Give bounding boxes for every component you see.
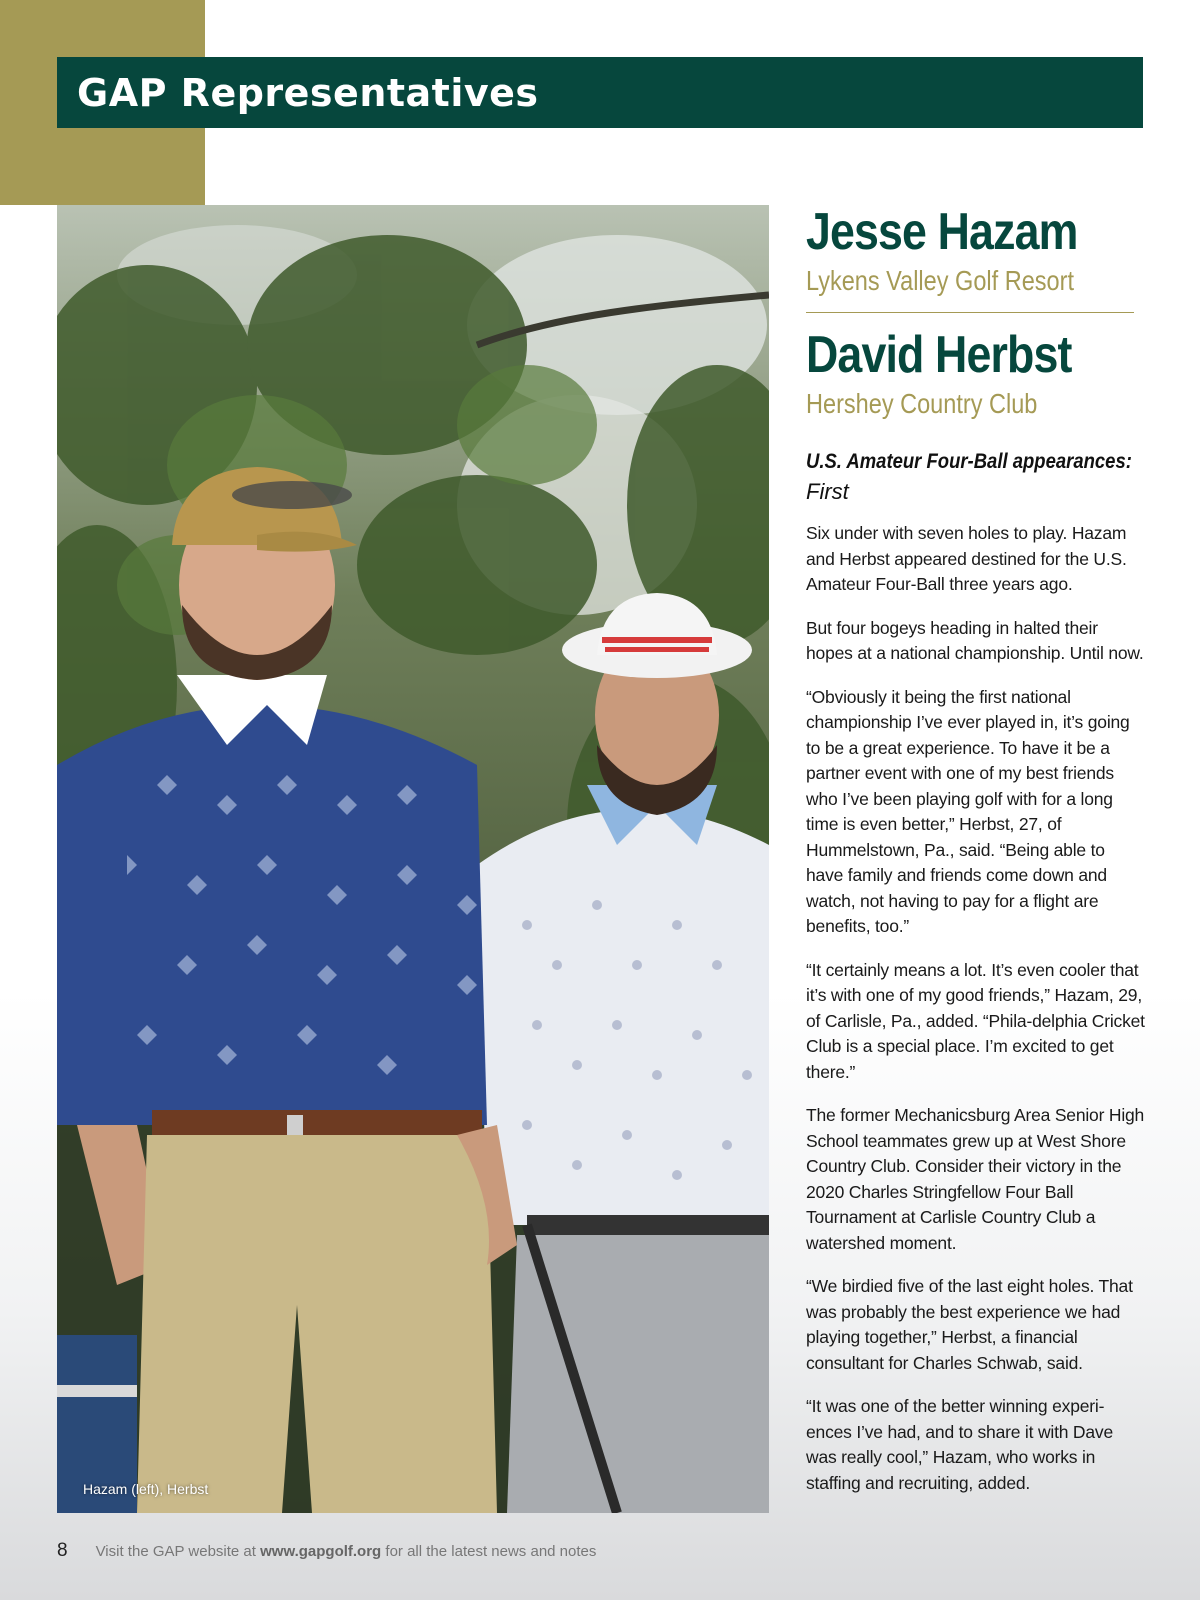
footer-note (96, 1543, 597, 1560)
photo-caption: Hazam (left), Herbst (83, 1481, 209, 1497)
section-header (57, 57, 1143, 128)
paragraph: Six under with seven holes to play. Hazam and Herbst appeared destined for the U.S. Amateur Four-Ball three years ago. (806, 523, 1127, 594)
paragraph: “It certainly means a lot. It’s even cooler that it’s with one of my good friends,” Hazam, 29, of Carlisle, Pa., added. “Phila-delphia Cricket Club is a special place. I’m excited to get there.” (806, 959, 1145, 1082)
footer-text-before: Visit the GAP website at (95, 1543, 256, 1560)
section-title: GAP Representatives (77, 70, 539, 115)
paragraph: “We birdied five of the last eight holes. That was probably the best experience we had playing together,” Herbst, a financial consultant for Charles Schwab, said. (806, 1276, 1133, 1373)
website-link[interactable]: www.gapgolf.org (260, 1543, 382, 1560)
photo-illustration (57, 205, 769, 1513)
paragraph: The former Mechanicsburg Area Senior High School teammates grew up at West Shore Country Club. Consider their victory in the 2020 Charles Stringfellow Four Ball Tournament at Carlisle Country Club a watershed moment. (806, 1105, 1145, 1253)
paragraph: “It was one of the better winning experi-ences I’ve had, and to share it with Dave was really cool,” Hazam, who works in staffing and recruiting, added. (806, 1396, 1113, 1493)
article-column (806, 200, 1146, 1514)
paragraph: “Obviously it being the first national championship I’ve ever played in, it’s going to be a great experience. To have it be a partner event with one of my best friends who I’ve been playing golf with for a long time is even better,” Herbst, 27, of Hummelstown, Pa., said. “Being able to have family and friends come down and watch, not having to pay for a flight are benefits, too.” (806, 686, 1130, 936)
footer-text-after: for all the latest news and notes (385, 1543, 597, 1560)
player-club-1: Lykens Valley Golf Resort (806, 265, 1074, 296)
player-name-1: Jesse Hazam (806, 203, 1078, 261)
paragraph: But four bogeys heading in halted their hopes at a national championship. Until now. (806, 617, 1144, 663)
name-divider (806, 312, 1134, 313)
appearances-value: First (806, 479, 849, 504)
player-club-2: Hershey Country Club (806, 388, 1038, 419)
appearances-label: U.S. Amateur Four-Ball appearances: (806, 450, 1132, 473)
player-name-2: David Herbst (806, 326, 1072, 384)
article-body (806, 521, 1146, 1496)
players-photo (57, 205, 769, 1513)
page-footer (57, 1540, 596, 1562)
page-number: 8 (57, 1540, 68, 1561)
